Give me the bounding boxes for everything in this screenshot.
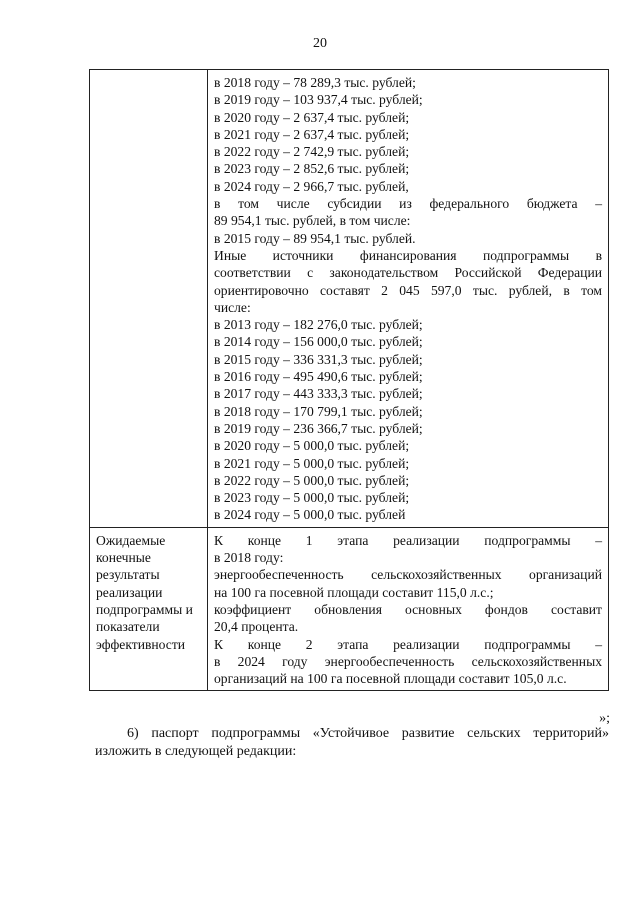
text-line: коэффициент обновления основных фондов составит (214, 601, 602, 617)
text-line: в 2018 году – 170 799,1 тыс. рублей; (214, 403, 423, 419)
text-line: в 2016 году – 495 490,6 тыс. рублей; (214, 369, 423, 385)
financing-label-cell (90, 70, 208, 528)
text-line: в 2020 году – 5 000,0 тыс. рублей; (214, 438, 410, 454)
label-line: конечные (96, 550, 151, 566)
amendment-paragraph (95, 725, 609, 761)
text-line: в 2013 году – 182 276,0 тыс. рублей; (214, 317, 423, 333)
text-line: ориентировочно составят 2 045 597,0 тыс. рублей, в том (214, 282, 602, 298)
financing-lines (214, 74, 602, 524)
text-line: К конце 2 этапа реализации подпрограммы – (214, 636, 602, 652)
text-line: в том числе субсидии из федерального бюджета – (214, 196, 602, 212)
text-line: в 2015 году – 336 331,3 тыс. рублей; (214, 351, 423, 367)
expected-results-content-cell (208, 527, 609, 691)
text-line: на 100 га посевной площади составит 115,0 л.с.; (214, 584, 494, 600)
table-row-expected-results (90, 527, 609, 691)
text-line: в 2024 году – 2 966,7 тыс. рублей, (214, 178, 409, 194)
text-line: Иные источники финансирования подпрограммы в (214, 247, 602, 263)
text-line: в 2015 году – 89 954,1 тыс. рублей. (214, 230, 416, 246)
amendment-paragraph-line-1: 6) паспорт подпрограммы «Устойчивое развитие сельских территорий» (127, 726, 609, 741)
text-line: в 2018 году: (214, 550, 284, 566)
amendment-paragraph-line-2: изложить в следующей редакции: (95, 744, 297, 759)
label-line: подпрограммы и (96, 601, 193, 617)
text-line: в 2024 году – 5 000,0 тыс. рублей (214, 507, 406, 523)
text-line: в 2021 году – 5 000,0 тыс. рублей; (214, 455, 410, 471)
table-row-financing (90, 70, 609, 528)
text-line: соответствии с законодательством Российской Федерации (214, 265, 602, 281)
text-line: в 2017 году – 443 333,3 тыс. рублей; (214, 386, 423, 402)
financing-content-cell (208, 70, 609, 528)
text-line: в 2022 году – 2 742,9 тыс. рублей; (214, 144, 410, 160)
text-line: энергообеспеченность сельскохозяйственных организаций (214, 567, 602, 583)
text-line: в 2019 году – 103 937,4 тыс. рублей; (214, 92, 423, 108)
text-line: 20,4 процента. (214, 619, 299, 635)
text-line: в 2014 году – 156 000,0 тыс. рублей; (214, 334, 423, 350)
expected-results-label (96, 532, 205, 653)
closing-quote-mark: »; (599, 711, 610, 726)
text-line: в 2018 году – 78 289,3 тыс. рублей; (214, 75, 416, 90)
expected-results-label-cell (90, 527, 208, 691)
text-line: организаций на 100 га посевной площади составит 105,0 л.с. (214, 671, 567, 687)
text-line: в 2022 году – 5 000,0 тыс. рублей; (214, 472, 410, 488)
text-line: в 2021 году – 2 637,4 тыс. рублей; (214, 126, 410, 142)
label-line: реализации (96, 584, 163, 600)
text-line: в 2024 году энергообеспеченность сельскохозяйственных (214, 653, 602, 669)
subprogram-passport-table (89, 69, 609, 691)
text-line: в 2023 году – 2 852,6 тыс. рублей; (214, 161, 410, 177)
text-line: в 2023 году – 5 000,0 тыс. рублей; (214, 490, 410, 506)
text-line: числе: (214, 299, 251, 315)
label-line: эффективности (96, 636, 186, 652)
label-line: Ожидаемые (96, 532, 166, 548)
text-line: К конце 1 этапа реализации подпрограммы – (214, 532, 602, 548)
expected-results-lines (214, 532, 602, 688)
text-line: 89 954,1 тыс. рублей, в том числе: (214, 213, 411, 229)
text-line: в 2020 году – 2 637,4 тыс. рублей; (214, 109, 410, 125)
label-line: результаты (96, 567, 160, 583)
label-line: показатели (96, 619, 160, 635)
page-number: 20 (313, 36, 327, 51)
text-line: в 2019 году – 236 366,7 тыс. рублей; (214, 420, 423, 436)
